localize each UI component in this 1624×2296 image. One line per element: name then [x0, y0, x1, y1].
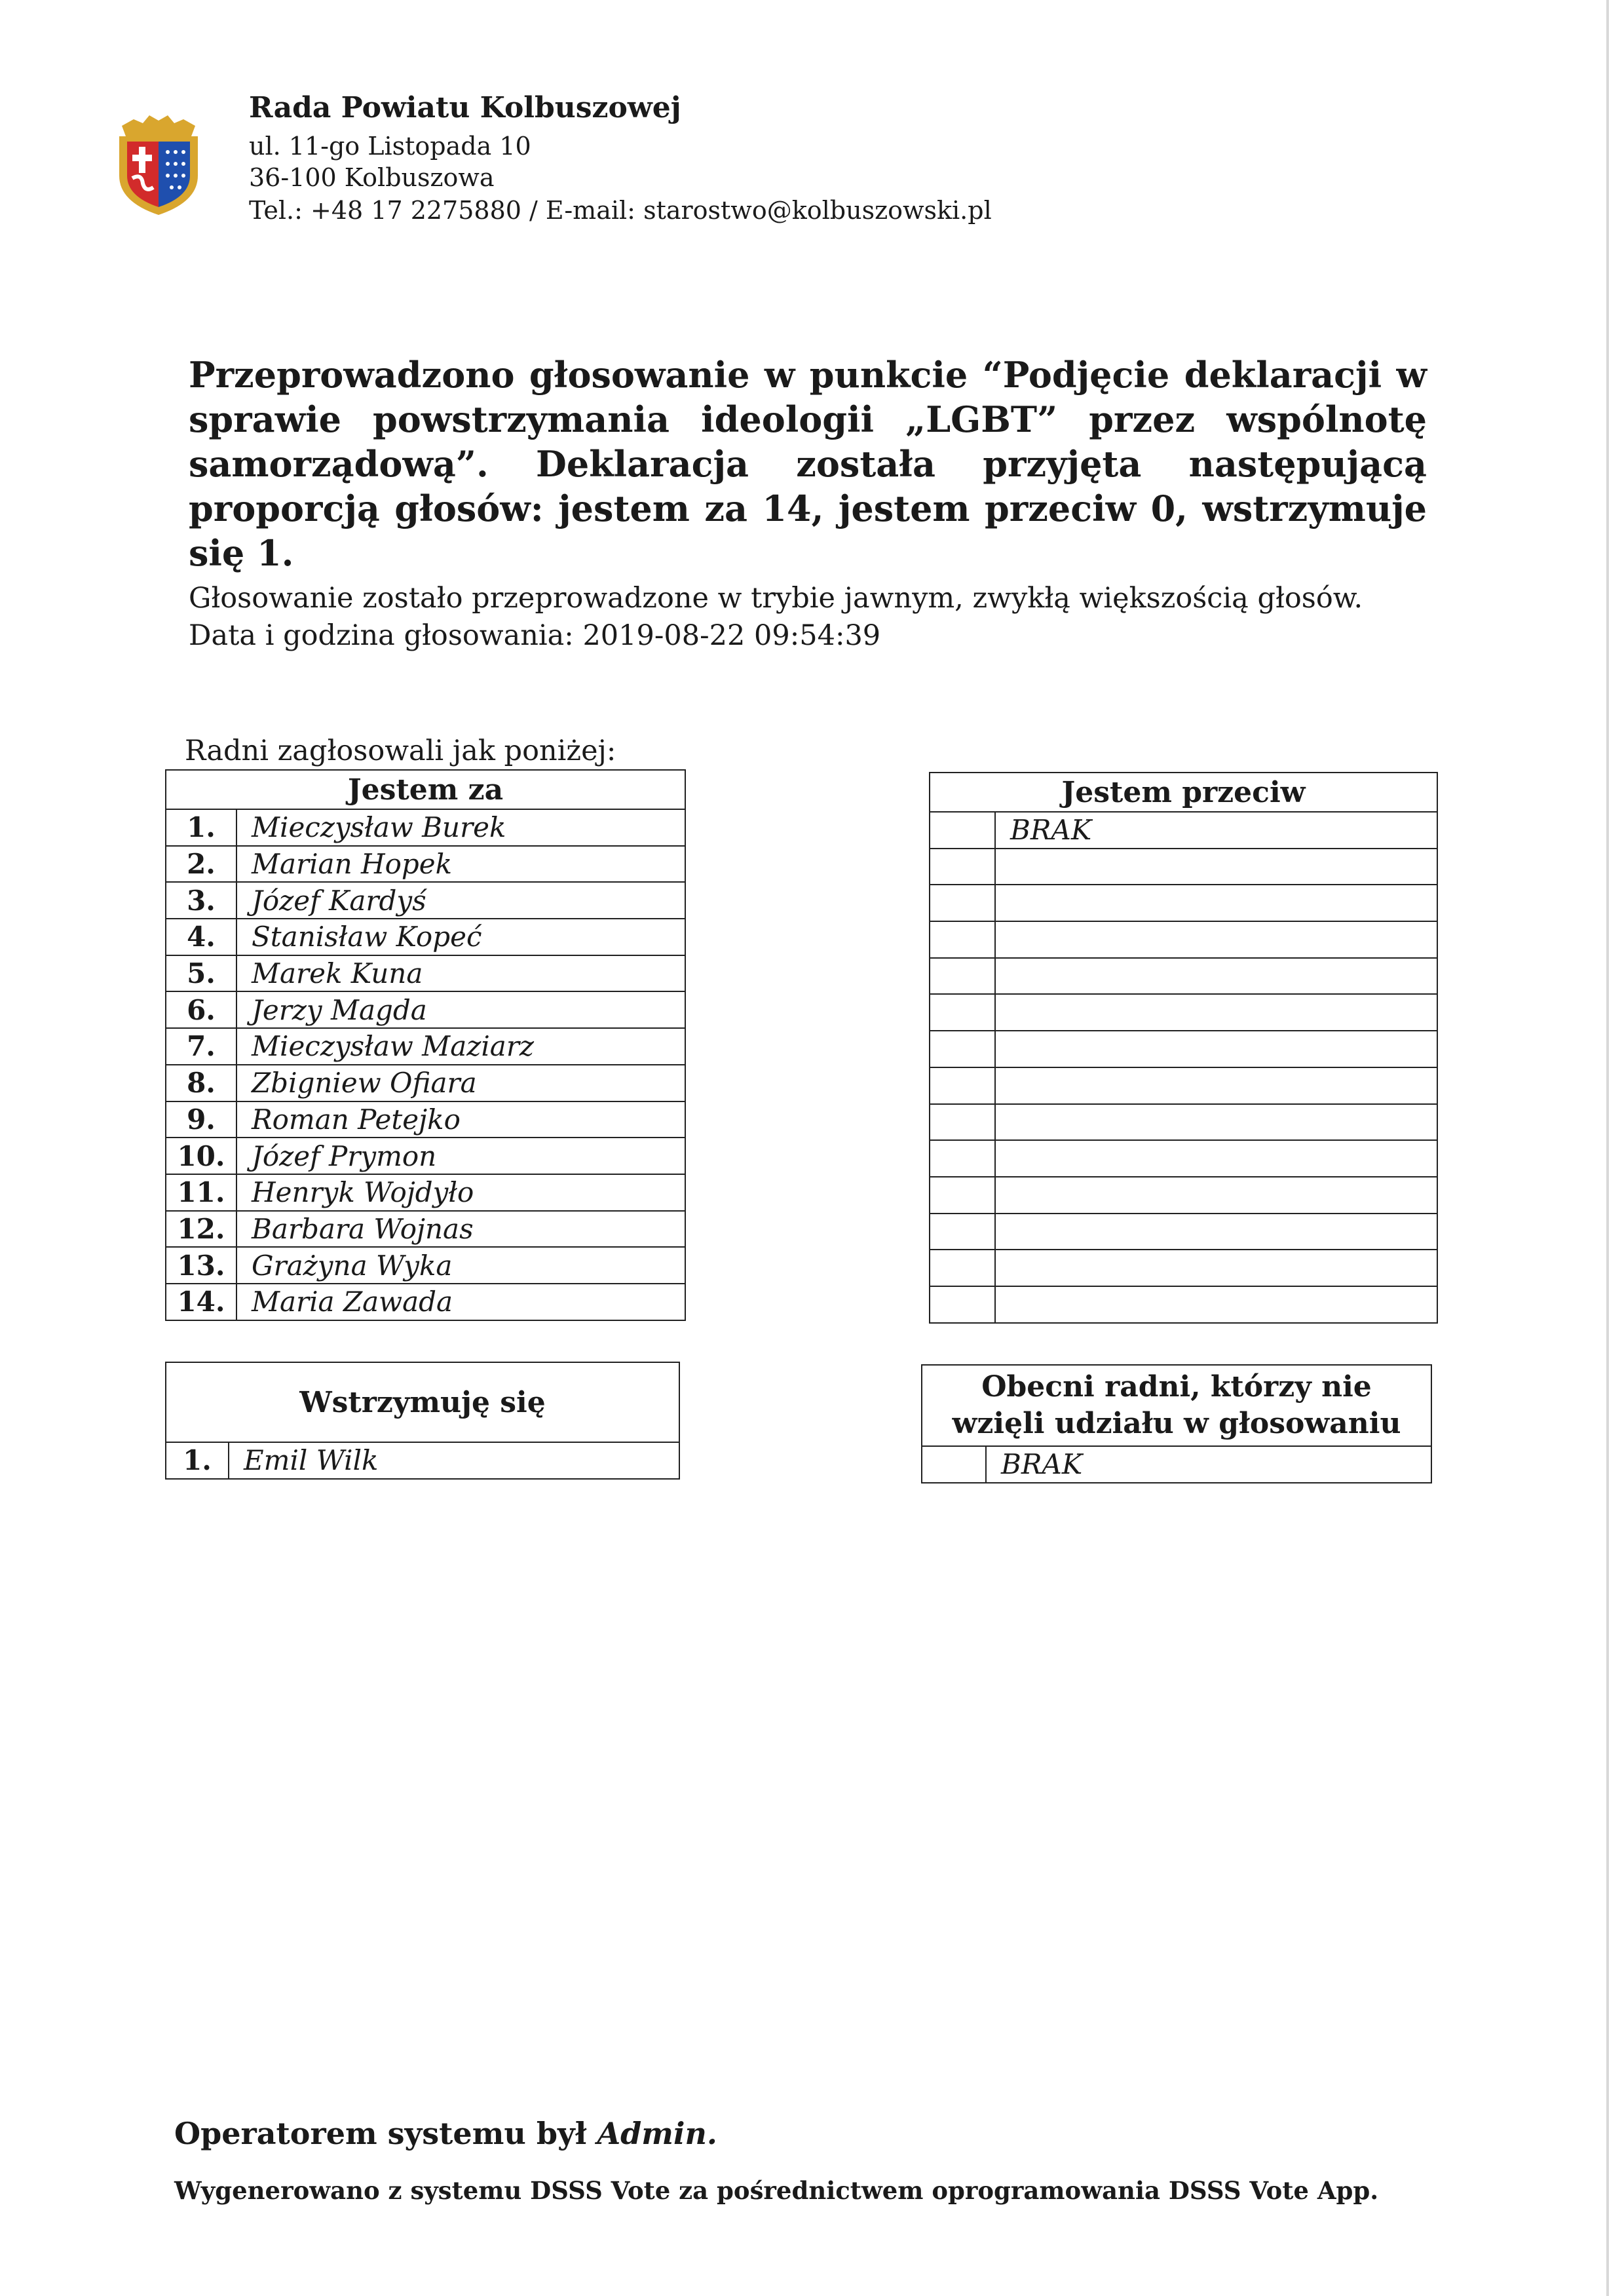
- councillor-name: Mieczysław Burek: [236, 809, 685, 846]
- councillor-name: Mieczysław Maziarz: [236, 1028, 685, 1065]
- table-row: [166, 882, 685, 919]
- councillor-name: Jerzy Magda: [236, 991, 685, 1028]
- table-row: [166, 1284, 685, 1320]
- table-row: [166, 919, 685, 955]
- operator-name: Admin.: [597, 2116, 717, 2151]
- table-row: [930, 1104, 1437, 1141]
- councillor-name: Zbigniew Ofiara: [236, 1065, 685, 1101]
- councillor-name: [995, 1104, 1437, 1141]
- row-number: 7.: [166, 1028, 236, 1065]
- councillor-name: [995, 885, 1437, 921]
- row-number: 6.: [166, 991, 236, 1028]
- table-row: [930, 885, 1437, 921]
- table-row: [166, 991, 685, 1028]
- councillor-name: [995, 849, 1437, 885]
- table-row: [166, 1442, 679, 1479]
- for-votes-table: [165, 769, 686, 1321]
- councillor-name: [995, 1214, 1437, 1250]
- table-row: [930, 1286, 1437, 1323]
- councillor-name: [995, 958, 1437, 995]
- table-header-row: [930, 773, 1437, 812]
- councillor-name: Henryk Wojdyło: [236, 1174, 685, 1211]
- voting-datetime: Data i godzina głosowania: 2019-08-22 09:54:39: [189, 619, 881, 652]
- row-number: [930, 1214, 995, 1250]
- row-number: [922, 1446, 986, 1483]
- table-row: [930, 1140, 1437, 1177]
- row-number: 13.: [166, 1247, 236, 1284]
- abstain-votes-table: [165, 1362, 680, 1480]
- table-row: [166, 1028, 685, 1065]
- table-row: [166, 1174, 685, 1211]
- vote-statement: Przeprowadzono głosowanie w punkcie “Podjęcie deklaracji w sprawie powstrzymania ideologii „LGBT” przez wspólnotę samorządową”. Deklaracja została przyjęta następującą proporcją głosów: jestem za 14, jestem przeciw 0, wstrzymuje się 1.: [189, 354, 1427, 574]
- councillor-name: [995, 1067, 1437, 1104]
- table-row: [930, 1177, 1437, 1214]
- table-row: [166, 1138, 685, 1174]
- row-number: [930, 1177, 995, 1214]
- councillor-name: [995, 1140, 1437, 1177]
- table-row: [930, 812, 1437, 849]
- row-number: [930, 849, 995, 885]
- table-row: [922, 1446, 1431, 1483]
- against-votes-table: [929, 772, 1438, 1324]
- table-row: [930, 994, 1437, 1031]
- table-row: [930, 1250, 1437, 1286]
- councillor-name: Józef Kardyś: [236, 882, 685, 919]
- row-number: 10.: [166, 1138, 236, 1174]
- council-name: Rada Powiatu Kolbuszowej: [249, 91, 681, 124]
- row-number: [930, 1140, 995, 1177]
- voting-mode: Głosowanie zostało przeprowadzone w trybie jawnym, zwykłą większością głosów.: [189, 582, 1363, 615]
- councillor-name: Marek Kuna: [236, 955, 685, 992]
- absent-councillors-table: [921, 1364, 1432, 1483]
- row-number: [930, 1031, 995, 1067]
- row-number: 1.: [166, 1442, 229, 1479]
- address-street: ul. 11-go Listopada 10: [249, 132, 531, 161]
- table-row: [930, 1214, 1437, 1250]
- row-number: 12.: [166, 1211, 236, 1248]
- system-operator: [174, 2114, 717, 2153]
- row-number: 14.: [166, 1284, 236, 1320]
- row-number: 3.: [166, 882, 236, 919]
- contact-info: Tel.: +48 17 2275880 / E-mail: starostwo@kolbuszowski.pl: [249, 196, 992, 225]
- generated-note: Wygenerowano z systemu DSSS Vote za pośrednictwem oprogramowania DSSS Vote App.: [174, 2176, 1379, 2205]
- abstain-votes-body: [166, 1362, 679, 1479]
- table-header: Jestem przeciw: [930, 773, 1437, 812]
- table-row: [930, 849, 1437, 885]
- coat-of-arms-icon: [113, 110, 204, 218]
- row-number: [930, 1104, 995, 1141]
- councillor-name: Maria Zawada: [236, 1284, 685, 1320]
- row-number: 9.: [166, 1101, 236, 1138]
- row-number: 8.: [166, 1065, 236, 1101]
- councillor-name: [995, 921, 1437, 958]
- councillor-name: Emil Wilk: [229, 1442, 679, 1479]
- councillor-name: Roman Petejko: [236, 1101, 685, 1138]
- absent-councillors-body: [922, 1365, 1431, 1483]
- table-row: [166, 1247, 685, 1284]
- table-row: [930, 958, 1437, 995]
- row-number: 2.: [166, 846, 236, 883]
- row-number: [930, 1067, 995, 1104]
- table-row: [166, 809, 685, 846]
- table-row: [166, 1211, 685, 1248]
- councillor-name: [995, 1250, 1437, 1286]
- councillor-name: BRAK: [986, 1446, 1431, 1483]
- row-number: 11.: [166, 1174, 236, 1211]
- table-header: Obecni radni, którzy nie wzięli udziału w głosowaniu: [922, 1365, 1431, 1446]
- address-city: 36-100 Kolbuszowa: [249, 163, 495, 192]
- row-number: 5.: [166, 955, 236, 992]
- table-row: [166, 1101, 685, 1138]
- councillor-name: [995, 994, 1437, 1031]
- table-row: [930, 1031, 1437, 1067]
- operator-prefix: Operatorem systemu był: [174, 2116, 587, 2151]
- councillor-name: Grażyna Wyka: [236, 1247, 685, 1284]
- councillor-name: Barbara Wojnas: [236, 1211, 685, 1248]
- councillor-name: Stanisław Kopeć: [236, 919, 685, 955]
- councillor-name: Józef Prymon: [236, 1138, 685, 1174]
- row-number: [930, 812, 995, 849]
- table-row: [166, 955, 685, 992]
- row-number: [930, 958, 995, 995]
- row-number: [930, 921, 995, 958]
- table-header: Jestem za: [166, 770, 685, 809]
- row-number: 1.: [166, 809, 236, 846]
- against-votes-body: [930, 773, 1437, 1323]
- councillor-name: [995, 1177, 1437, 1214]
- table-row: [166, 846, 685, 883]
- councillor-name: [995, 1031, 1437, 1067]
- row-number: [930, 1286, 995, 1323]
- table-header-row: [166, 770, 685, 809]
- table-row: [930, 1067, 1437, 1104]
- councillor-name: [995, 1286, 1437, 1323]
- row-number: [930, 994, 995, 1031]
- for-votes-body: [166, 770, 685, 1320]
- table-header: Wstrzymuję się: [166, 1362, 679, 1442]
- councillors-label: Radni zagłosowali jak poniżej:: [185, 735, 616, 767]
- scan-edge: [1606, 0, 1609, 2296]
- row-number: [930, 1250, 995, 1286]
- table-row: [930, 921, 1437, 958]
- row-number: [930, 885, 995, 921]
- table-header-row: [166, 1362, 679, 1442]
- table-header-row: [922, 1365, 1431, 1446]
- councillor-name: Marian Hopek: [236, 846, 685, 883]
- councillor-name: BRAK: [995, 812, 1437, 849]
- table-row: [166, 1065, 685, 1101]
- row-number: 4.: [166, 919, 236, 955]
